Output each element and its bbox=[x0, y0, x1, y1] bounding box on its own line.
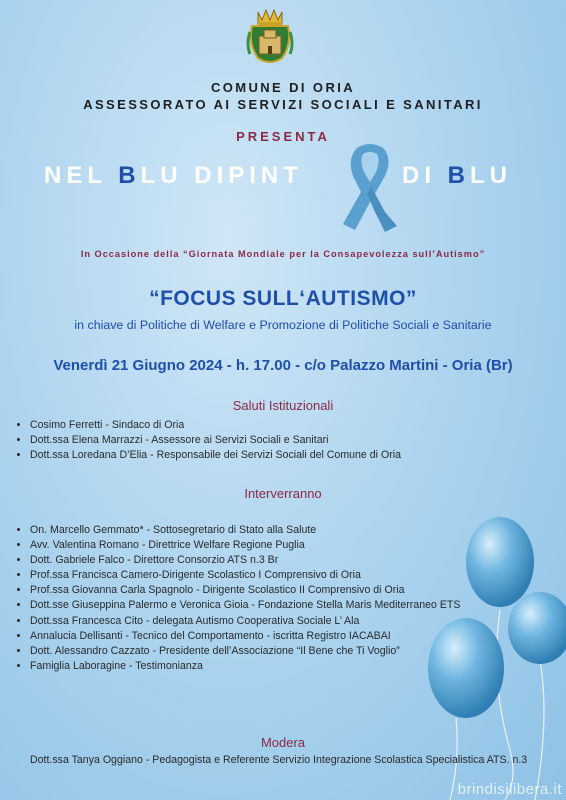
list-item: • On. Marcello Gemmato* - Sottosegretario di Stato alla Salute bbox=[30, 523, 460, 538]
title-part: NEL bbox=[44, 162, 119, 189]
modera-heading: Modera bbox=[260, 735, 306, 750]
focus-title: “FOCUS SULL‘AUTISMO” bbox=[149, 287, 417, 310]
title-letter-b: B bbox=[118, 162, 141, 189]
list-item: • Famiglia Laboragine - Testimonianza bbox=[30, 659, 460, 674]
presenta-label: PRESENTA bbox=[236, 129, 330, 144]
moderator-line: Dott.ssa Tanya Oggiano - Pedagogista e Referente Servizio Integrazione Scolastica Specialistica ATS. n.3 bbox=[30, 754, 528, 766]
speakers-list bbox=[14, 523, 460, 674]
comune-crest-icon bbox=[244, 4, 296, 66]
list-item: • Dott.ssa Francesca Cito - delegata Autismo Cooperativa Sociale L’ Ala bbox=[30, 614, 460, 629]
list-item: • Dott.sse Giuseppina Palermo e Veronica Gioia - Fondazione Stella Maris Mediterraneo ETS bbox=[30, 598, 460, 613]
watermark: brindisilibera.it bbox=[457, 781, 562, 798]
awareness-ribbon-icon bbox=[335, 142, 405, 234]
event-title-right bbox=[402, 162, 512, 190]
list-item: • Dott. Gabriele Falco - Direttore Consorzio ATS n.3 Br bbox=[30, 553, 460, 568]
title-letter-b: B bbox=[447, 162, 471, 189]
list-item: • Annalucia Dellisanti - Tecnico del Comportamento - iscritta Registro IACABAI bbox=[30, 629, 460, 644]
list-item: • Dott.ssa Loredana D’Elia - Responsabile dei Servizi Sociali del Comune di Oria bbox=[30, 448, 401, 463]
list-item: • Dott.ssa Elena Marrazzi - Assessore ai Servizi Sociali e Sanitari bbox=[30, 433, 401, 448]
interverranno-heading: Interverranno bbox=[244, 486, 322, 501]
list-item: • Cosimo Ferretti - Sindaco di Oria bbox=[30, 418, 401, 433]
department-name: ASSESSORATO AI SERVIZI SOCIALI E SANITARI bbox=[83, 97, 483, 112]
occasion-line: In Occasione della “Giornata Mondiale per la Consapevolezza sull’Autismo” bbox=[80, 249, 486, 259]
list-item: • Dott. Alessandro Cazzato - Presidente dell’Associazione “Il Bene che Ti Voglio” bbox=[30, 644, 460, 659]
list-item: • Prof.ssa Giovanna Carla Spagnolo - Dirigente Scolastico II Comprensivo di Oria bbox=[30, 583, 460, 598]
title-part: LU DIPINT bbox=[140, 162, 303, 189]
list-item: • Prof.ssa Francisca Camero-Dirigente Scolastico I Comprensivo di Oria bbox=[30, 568, 460, 583]
event-subtitle: in chiave di Politiche di Welfare e Promozione di Politiche Sociali e Sanitarie bbox=[74, 318, 492, 332]
saluti-list bbox=[14, 418, 401, 463]
municipality-name: COMUNE DI ORIA bbox=[210, 80, 356, 95]
title-part: DI bbox=[402, 162, 448, 189]
title-part: LU bbox=[470, 162, 513, 189]
saluti-heading: Saluti Istituzionali bbox=[232, 398, 334, 413]
list-item: • Avv. Valentina Romano - Direttrice Welfare Regione Puglia bbox=[30, 538, 460, 553]
event-title-left bbox=[44, 162, 303, 190]
event-date-location: Venerdì 21 Giugno 2024 - h. 17.00 - c/o Palazzo Martini - Oria (Br) bbox=[53, 357, 513, 374]
